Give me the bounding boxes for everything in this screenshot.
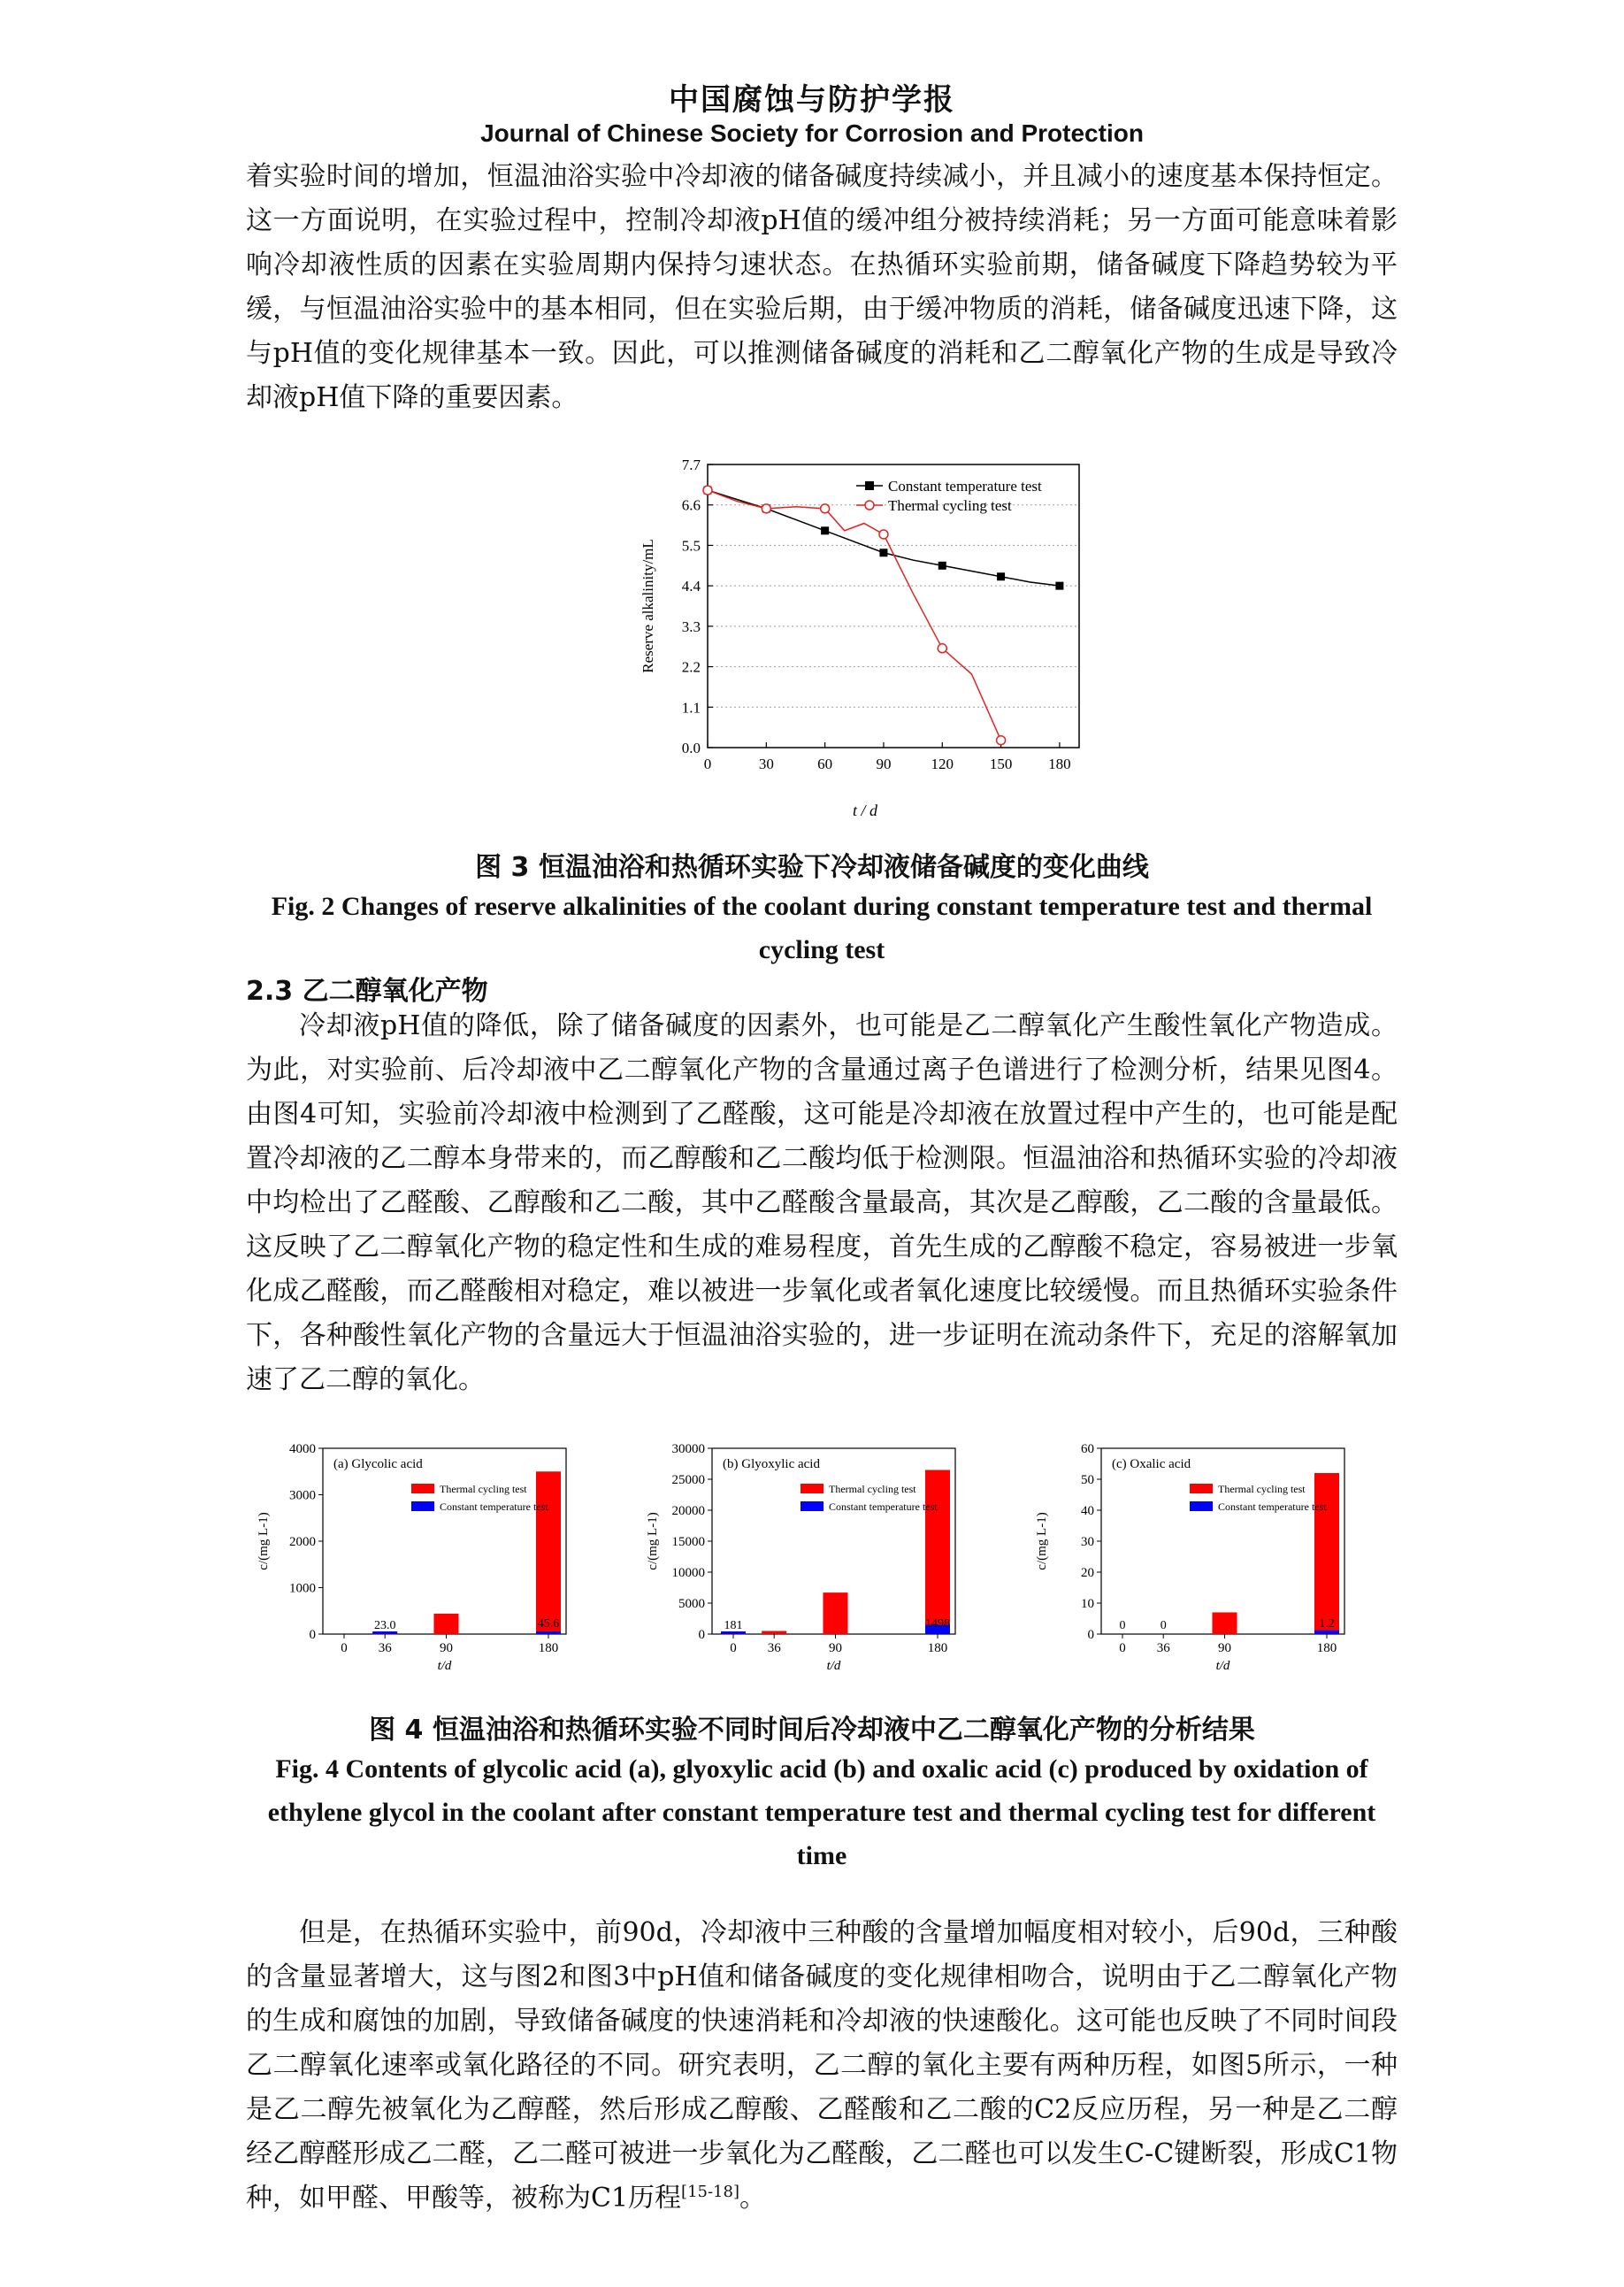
data-point-thermal <box>938 644 946 653</box>
paragraph-1: 着实验时间的增加，恒温油浴实验中冷却液的储备碱度持续减小，并且减小的速度基本保持恒定。这一方面说明，在实验过程中，控制冷却液pH值的缓冲组分被持续消耗；另一方面可能意味着影响冷却液性质的因素在实验周期内保持匀速状态。在热循环实验前期，储备碱度下降趋势较为平缓，与恒温油浴实验中的基本相同，但在实验后期，由于缓冲物质的消耗，储备碱度迅速下降，这与pH值的变化规律基本一致。因此，可以推测储备碱度的消耗和乙二醇氧化产物的生成是导致冷却液pH值下降的重要因素。 <box>246 161 1398 413</box>
journal-title-cn: 中国腐蚀与防护学报 <box>669 82 955 118</box>
y-tick-label: 0.0 <box>681 740 701 756</box>
y-axis-label: c/(mg L-1) <box>257 1512 271 1570</box>
series-line-1 <box>708 490 1001 741</box>
x-tick-label: 36 <box>1156 1641 1170 1655</box>
legend-marker-constant <box>865 481 874 490</box>
legend-swatch-thermal <box>1190 1484 1213 1493</box>
x-tick-label: 180 <box>1316 1641 1337 1655</box>
y-tick-label: 1000 <box>289 1581 316 1596</box>
y-tick-label: 1.1 <box>681 699 701 717</box>
y-tick-label: 5000 <box>678 1597 705 1611</box>
paragraph-3 <box>246 1911 1398 2221</box>
axes <box>682 457 1071 772</box>
y-tick-label: 0 <box>698 1628 705 1642</box>
bar-thermal <box>1314 1473 1339 1634</box>
legend-marker-thermal <box>865 501 874 510</box>
x-tick-label: 90 <box>876 756 892 772</box>
figure-3-chart <box>628 456 1088 827</box>
data-label: 1498 <box>925 1617 950 1631</box>
y-tick-label: 0 <box>309 1628 316 1642</box>
x-tick-label: 180 <box>538 1641 559 1655</box>
paragraph-2: 冷却液pH值的降低，除了储备碱度的因素外，也可能是乙二醇氧化产生酸性氧化产物造成。为此，对实验前、后冷却液中乙二醇氧化产物的含量通过离子色谱进行了检测分析，结果见图4。由图4可知，实验前冷却液中检测到了乙醛酸，这可能是冷却液在放置过程中产生的，也可能是配置冷却液的乙二醇本身带来的，而乙醇酸和乙二酸均低于检测限。恒温油浴和热循环实验的冷却液中均检出了乙醛酸、乙醇酸和乙二酸，其中乙醛酸含量最高，其次是乙醇酸，乙二酸的含量最低。这反映了乙二醇氧化产物的稳定性和生成的难易程度，首先生成的乙醇酸不稳定，容易被进一步氧化成乙醛酸，而乙醛酸相对稳定，难以被进一步氧化或者氧化速度比较缓慢。而且热循环实验条件下，各种酸性氧化产物的含量远大于恒温油浴实验的，进一步证明在流动条件下，充足的溶解氧加速了乙二醇的氧化。 <box>246 1010 1398 1395</box>
legend-label-constant: Constant temperature test <box>440 1500 548 1513</box>
data-point-constant <box>879 549 887 556</box>
legend-label-thermal: Thermal cycling test <box>1218 1483 1306 1495</box>
paragraph-3-end: 。 <box>739 2183 766 2214</box>
y-tick-label: 4.4 <box>681 578 701 595</box>
panel-label: (b) Glyoxylic acid <box>723 1457 820 1471</box>
x-tick-label: 60 <box>817 756 833 772</box>
x-tick-label: 180 <box>1048 756 1071 772</box>
data-point-thermal <box>879 530 888 539</box>
y-tick-label: 30000 <box>671 1442 705 1456</box>
data-point-constant <box>938 562 946 570</box>
y-axis-label: c/(mg L-1) <box>1035 1512 1049 1570</box>
y-tick-label: 50 <box>1081 1473 1094 1487</box>
y-tick-label: 15000 <box>671 1535 705 1549</box>
bar-thermal <box>762 1631 786 1635</box>
figure-4-caption-en: Fig. 4 Contents of glycolic acid (a), glyoxylic acid (b) and oxalic acid (c) produced by oxidation of ethylene glycol in the coolant after constant temperature test and thermal cycling test for different time <box>267 1754 1376 1870</box>
x-tick-label: 120 <box>931 756 954 772</box>
legend-label-constant: Constant temperature test <box>829 1500 938 1513</box>
data-label: 0 <box>1119 1619 1126 1632</box>
data-point-constant <box>821 526 829 534</box>
x-tick-label: 180 <box>927 1641 948 1655</box>
x-axis-label: t/d <box>826 1659 841 1673</box>
y-tick-label: 6.6 <box>681 496 701 514</box>
x-tick-label: 30 <box>758 756 774 772</box>
plot-frame <box>323 1448 566 1634</box>
legend-swatch-constant <box>1190 1501 1213 1511</box>
x-axis-label: t / d <box>852 802 878 819</box>
x-tick-label: 90 <box>440 1641 453 1655</box>
x-tick-label: 90 <box>829 1641 842 1655</box>
data-label: 181 <box>724 1619 743 1632</box>
bar-thermal <box>434 1614 459 1634</box>
data-point-thermal <box>821 504 830 513</box>
x-tick-label: 150 <box>989 756 1013 772</box>
data-series <box>703 486 1063 745</box>
x-tick-label: 0 <box>1119 1641 1126 1655</box>
data-point-constant <box>1055 582 1063 590</box>
data-point-constant <box>997 572 1005 580</box>
bar-constant <box>536 1631 561 1634</box>
y-tick-label: 3.3 <box>681 618 701 635</box>
legend-label-thermal: Thermal cycling test <box>829 1483 916 1495</box>
plot-frame <box>1101 1448 1344 1634</box>
data-point-thermal <box>762 504 770 513</box>
y-tick-label: 60 <box>1081 1442 1094 1456</box>
data-label: 0 <box>1160 1619 1167 1632</box>
figure-4a-chart <box>248 1438 584 1685</box>
figure-3-caption-en: Fig. 2 Changes of reserve alkalinities of the coolant during constant temperature test and thermal cycling test <box>271 892 1373 964</box>
bar-constant <box>1314 1631 1339 1634</box>
y-tick-label: 10 <box>1081 1597 1094 1611</box>
citation-ref: [15-18] <box>681 2183 739 2201</box>
legend <box>856 478 1042 514</box>
y-tick-label: 20000 <box>671 1504 705 1518</box>
x-tick-label: 0 <box>341 1641 348 1655</box>
y-tick-label: 4000 <box>289 1442 316 1456</box>
panel-label: (c) Oxalic acid <box>1112 1457 1191 1471</box>
x-axis-label: t/d <box>437 1659 452 1673</box>
data-label: 1.2 <box>1319 1617 1335 1631</box>
x-tick-label: 0 <box>703 756 712 772</box>
y-tick-label: 2.2 <box>681 658 701 676</box>
legend-swatch-thermal <box>801 1484 823 1493</box>
legend-swatch-constant <box>411 1501 434 1511</box>
x-tick-label: 36 <box>767 1641 781 1655</box>
y-axis-label: Reserve alkalinity/mL <box>640 539 656 673</box>
x-tick-label: 0 <box>730 1641 737 1655</box>
legend-label-thermal: Thermal cycling test <box>440 1483 527 1495</box>
legend-label-constant: Constant temperature test <box>1218 1500 1327 1513</box>
section-heading: 2.3 乙二醇氧化产物 <box>246 976 488 1007</box>
bar-thermal <box>823 1592 848 1634</box>
grid-lines <box>708 505 1079 708</box>
y-tick-label: 40 <box>1081 1504 1094 1518</box>
legend-label-constant: Constant temperature test <box>888 478 1042 495</box>
figure-4b-chart <box>637 1438 973 1685</box>
data-point-thermal <box>703 486 712 495</box>
panel-label: (a) Glycolic acid <box>333 1457 423 1471</box>
bar-thermal <box>1213 1613 1237 1635</box>
y-tick-label: 20 <box>1081 1566 1094 1580</box>
y-axis-label: c/(mg L-1) <box>646 1512 660 1570</box>
bar-thermal <box>925 1470 950 1635</box>
x-axis-label: t/d <box>1215 1659 1230 1673</box>
legend-swatch-thermal <box>411 1484 434 1493</box>
y-tick-label: 0 <box>1087 1628 1094 1642</box>
y-tick-label: 25000 <box>671 1473 705 1487</box>
data-point-thermal <box>997 736 1006 745</box>
journal-title-en: Journal of Chinese Society for Corrosion and Protection <box>480 119 1144 147</box>
paragraph-3-text: 但是，在热循环实验中，前90d，冷却液中三种酸的含量增加幅度相对较小，后90d，三种酸的含量显著增大，这与图2和图3中pH值和储备碱度的变化规律相吻合，说明由于乙二醇氧化产物的生成和腐蚀的加剧，导致储备碱度的快速消耗和冷却液的快速酸化。这可能也反映了不同时间段乙二醇氧化速率或氧化路径的不同。研究表明，乙二醇的氧化主要有两种历程，如图5所示，一种是乙二醇先被氧化为乙醇醛，然后形成乙醇酸、乙醛酸和乙二酸的C2反应历程，另一种是乙二醇经乙醇醛形成乙二醛，乙二醛可被进一步氧化为乙醛酸，乙二醛也可以发生C-C键断裂，形成C1物种，如甲醛、甲酸等，被称为C1历程 <box>246 1917 1398 2214</box>
figure-3-caption-cn: 图 3 恒温油浴和热循环实验下冷却液储备碱度的变化曲线 <box>475 852 1149 883</box>
x-tick-label: 36 <box>378 1641 392 1655</box>
y-tick-label: 2000 <box>289 1535 316 1549</box>
data-label: 23.0 <box>373 1619 396 1632</box>
legend-swatch-constant <box>801 1501 823 1511</box>
y-tick-label: 30 <box>1081 1535 1094 1549</box>
y-tick-label: 3000 <box>289 1488 316 1503</box>
y-tick-label: 5.5 <box>681 537 701 555</box>
bar-thermal <box>536 1471 561 1634</box>
y-tick-label: 10000 <box>671 1566 705 1580</box>
figure-4-caption-cn: 图 4 恒温油浴和热循环实验不同时间后冷却液中乙二醇氧化产物的分析结果 <box>369 1715 1255 1746</box>
data-label: 45.6 <box>537 1617 560 1631</box>
y-tick-label: 7.7 <box>681 457 701 473</box>
x-tick-label: 90 <box>1218 1641 1231 1655</box>
legend-label-thermal: Thermal cycling test <box>888 497 1012 514</box>
figure-4c-chart <box>1026 1438 1362 1685</box>
